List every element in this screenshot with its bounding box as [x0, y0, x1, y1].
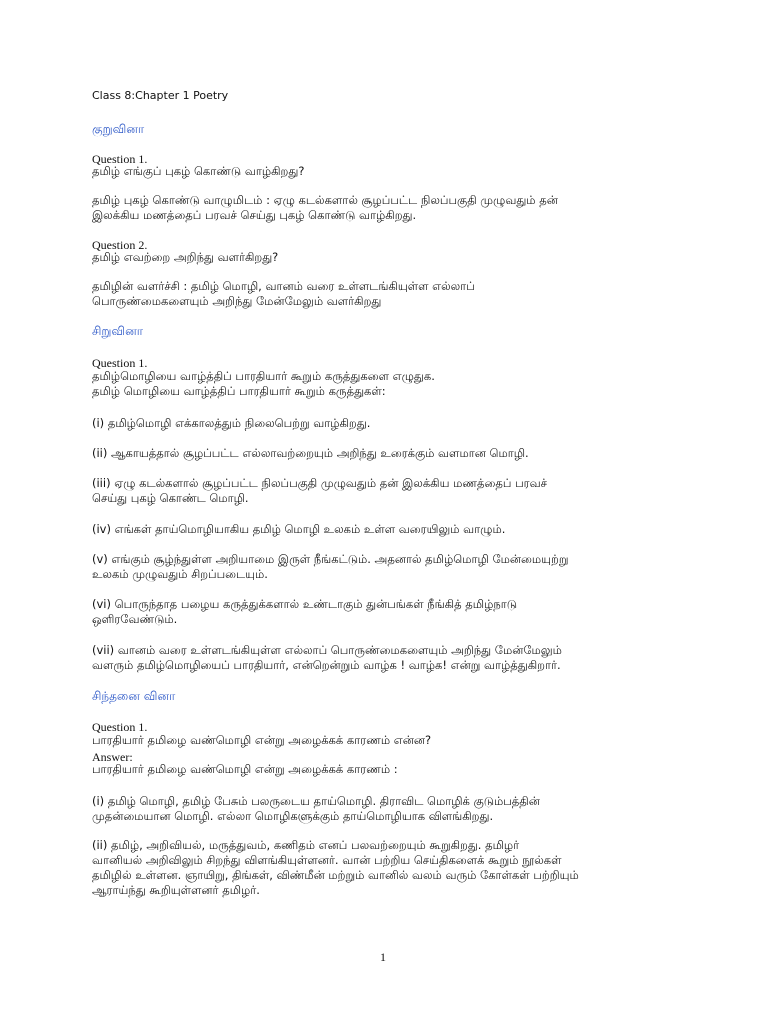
page-number: 1	[380, 950, 386, 964]
answer-point: செய்து புகழ் கொண்ட மொழி.	[92, 491, 249, 505]
answer-point: தமிழில் உள்ளன. ஞாயிறு, திங்கள், விண்மீன் மற்றும் வானில் வலம் வரும் கோள்கள் பற்றியும்	[92, 868, 579, 882]
question-text: தமிழ் எங்குப் புகழ் கொண்டு வாழ்கிறது?	[92, 164, 305, 178]
question-label: Question 2.	[92, 238, 148, 252]
answer-point: வானியல் அறிவிலும் சிறந்து விளங்கியுள்ளனர். வான் பற்றிய செய்திகளைக் கூறும் நூல்கள்	[92, 853, 562, 867]
answer-line: தமிழ் மொழியை வாழ்த்திப் பாரதியார் கூறும் கருத்துகள்:	[92, 384, 386, 398]
answer-point: வளரும் தமிழ்மொழியைப் பாரதியார், என்றென்றும் வாழ்க ! வாழ்க! என்று வாழ்த்துகிறார்.	[92, 658, 561, 672]
answer-line: இலக்கிய மணத்தைப் பரவச் செய்து புகழ் கொண்டு வாழ்கிறது.	[92, 208, 417, 222]
answer-line: பொருண்மைகளையும் அறிந்து மேன்மேலும் வளர்கிறது	[92, 294, 382, 308]
answer-point: (vii) வானம் வரை உள்ளடங்கியுள்ள எல்லாப் பொருண்மைகளையும் அறிந்து மேன்மேலும்	[92, 643, 562, 657]
answer-label: Answer:	[92, 750, 133, 764]
answer-point: (ii) ஆகாயத்தால் சூழப்பட்ட எல்லாவற்றையும் அறிந்து உரைக்கும் வளமான மொழி.	[92, 446, 529, 460]
answer-point: ஆராய்ந்து கூறியுள்ளனர் தமிழர்.	[92, 883, 260, 897]
section-heading-thinking-question: சிந்தனை வினா	[92, 689, 176, 703]
question-label: Question 1.	[92, 152, 148, 166]
question-label: Question 1.	[92, 356, 148, 370]
answer-line: தமிழ் புகழ் கொண்டு வாழுமிடம் : ஏழு கடல்களால் சூழப்பட்ட நிலப்பகுதி முழுவதும் தன்	[92, 193, 558, 207]
answer-point: (i) தமிழ்மொழி எக்காலத்தும் நிலைபெற்று வாழ்கிறது.	[92, 416, 371, 430]
question-label: Question 1.	[92, 720, 148, 734]
answer-point: (vi) பொருந்தாத பழைய கருத்துக்களால் உண்டாகும் துன்பங்கள் நீங்கித் தமிழ்நாடு	[92, 597, 517, 611]
answer-point: (i) தமிழ் மொழி, தமிழ் பேசும் பலருடைய தாய்மொழி. திராவிட மொழிக் குடும்பத்தின்	[92, 794, 540, 808]
answer-point: முதன்மையான மொழி. எல்லா மொழிகளுக்கும் தாய்மொழியாக விளங்கிறது.	[92, 809, 494, 823]
answer-line: பாரதியார் தமிழை வண்மொழி என்று அழைக்கக் காரணம் :	[92, 762, 398, 776]
section-heading-brief-answer: சிறுவினா	[92, 324, 143, 338]
answer-line: தமிழின் வளர்ச்சி : தமிழ் மொழி, வானம் வரை உள்ளடங்கியுள்ள எல்லாப்	[92, 279, 475, 293]
question-text: தமிழ்மொழியை வாழ்த்திப் பாரதியார் கூறும் கருத்துகளை எழுதுக.	[92, 369, 435, 383]
answer-point: (ii) தமிழ், அறிவியல், மருத்துவம், கணிதம் எனப் பலவற்றையும் கூறுகிறது. தமிழர்	[92, 838, 520, 852]
section-heading-short-answer: குறுவினா	[92, 122, 145, 136]
answer-point: உலகம் முழுவதும் சிறப்படையும்.	[92, 567, 268, 581]
answer-point: ஒளிரவேண்டும்.	[92, 612, 178, 626]
answer-point: (iv) எங்கள் தாய்மொழியாகிய தமிழ் மொழி உலகம் உள்ள வரையிலும் வாழும்.	[92, 522, 506, 536]
question-text: பாரதியார் தமிழை வண்மொழி என்று அழைக்கக் காரணம் என்ன?	[92, 733, 432, 747]
question-text: தமிழ் எவற்றை அறிந்து வளர்கிறது?	[92, 250, 279, 264]
answer-point: (iii) ஏழு கடல்களால் சூழப்பட்ட நிலப்பகுதி முழுவதும் தன் இலக்கிய மணத்தைப் பரவச்	[92, 476, 547, 490]
answer-point: (v) எங்கும் சூழ்ந்துள்ள அறியாமை இருள் நீங்கட்டும். அதனால் தமிழ்மொழி மேன்மையுற்று	[92, 552, 569, 566]
document-header: Class 8:Chapter 1 Poetry	[92, 89, 229, 102]
